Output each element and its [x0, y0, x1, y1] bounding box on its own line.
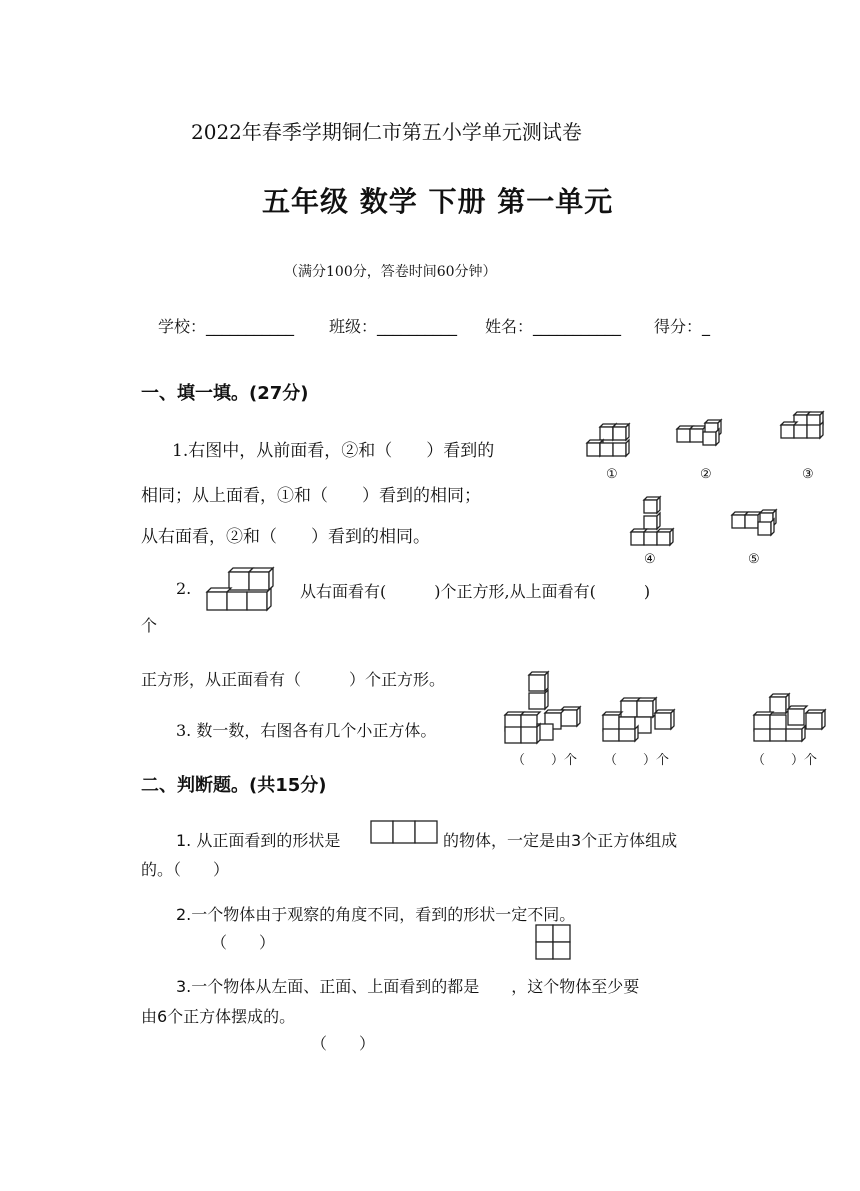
q3-blank-2[interactable]: （ ）个	[604, 753, 670, 768]
section2-title: 二、判断题。(共15分)	[141, 775, 327, 796]
s1-q1-line1: 1.右图中，从前面看，②和（ ）看到的	[172, 441, 495, 461]
score-field[interactable]: 得分：_	[654, 317, 711, 336]
school-field[interactable]: 学校：___________	[158, 317, 295, 336]
s2-q3-line2: 由6个正方体摆成的。	[141, 1007, 296, 1026]
cube-figure-2	[675, 416, 733, 450]
q2-cube-figure	[205, 566, 277, 614]
s1-q2-number: 2.	[176, 579, 192, 598]
s2-q2-line1: 2.一个物体由于观察的角度不同，看到的形状一定不同。	[176, 905, 576, 924]
cube-figure-4	[628, 495, 686, 551]
exam-note: （满分100分，答卷时间60分钟）	[284, 264, 497, 280]
exam-subtitle: 五年级 数学 下册 第一单元	[262, 185, 614, 218]
figure-label-5: ⑤	[748, 552, 760, 567]
class-field[interactable]: 班级：__________	[329, 317, 458, 336]
s1-q1-line3: 从右面看，②和（ ）看到的相同。	[141, 527, 430, 547]
q3-cube-figure-2	[601, 696, 679, 744]
figure-label-3: ③	[802, 467, 814, 482]
exam-title: 2022年春季学期铜仁市第五小学单元测试卷	[191, 120, 582, 144]
s2-q1-line2: 的。（ ）	[141, 860, 230, 879]
s1-q2-line1: 从右面看有( )个正方形,从上面看有( )	[300, 582, 651, 601]
q3-blank-1[interactable]: （ ）个	[512, 753, 578, 768]
figure-label-1: ①	[606, 467, 618, 482]
q3-cube-figure-3	[752, 692, 830, 744]
s1-q2-line2: 正方形，从正面看有（ ）个正方形。	[141, 670, 446, 689]
q3-cube-figure-1	[503, 670, 585, 742]
s2-q3-line1: 3.一个物体从左面、正面、上面看到的都是 ，这个物体至少要	[176, 977, 640, 996]
cube-figure-3	[778, 410, 830, 446]
s1-q3-text: 3. 数一数，右图各有几个小正方体。	[176, 721, 437, 740]
s2-q3-line3: （ ）	[311, 1034, 376, 1053]
name-field[interactable]: 姓名：___________	[485, 317, 622, 336]
figure-label-4: ④	[644, 552, 656, 567]
s1-q2-line1b: 个	[141, 616, 158, 635]
s1-q1-line2: 相同；从上面看，①和（ ）看到的相同；	[141, 486, 481, 506]
cube-figure-1	[583, 420, 638, 462]
s2-q2-line2: （ ）	[211, 933, 276, 952]
section1-title: 一、填一填。(27分)	[141, 383, 309, 404]
three-squares-figure	[370, 820, 440, 844]
cube-figure-5	[730, 508, 786, 538]
s2-q1-after: 的物体，一定是由3个正方体组成	[443, 831, 678, 850]
figure-label-2: ②	[700, 467, 712, 482]
q3-blank-3[interactable]: （ ）个	[752, 753, 818, 768]
s2-q1-before: 1. 从正面看到的形状是	[176, 831, 341, 850]
square-grid-figure	[535, 924, 573, 960]
